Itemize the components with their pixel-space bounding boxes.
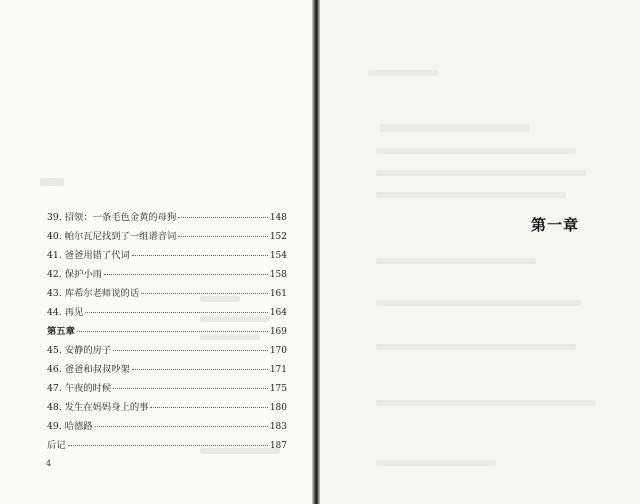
table-of-contents [47,209,287,456]
toc-entry-page: 175 [269,384,287,394]
toc-entry-page: 158 [269,270,287,280]
bleed-through-mark [368,70,438,76]
toc-leader-dots [132,255,268,256]
toc-entry-title: 40. 帕尔瓦尼找到了一组谱音词 [47,231,177,242]
toc-leader-dots [68,445,268,446]
toc-entry-title: 49. 哈德路 [47,421,93,432]
toc-entry[interactable] [47,247,287,266]
bleed-through-mark [376,300,581,306]
toc-entry-page: 180 [269,403,287,413]
bleed-through-mark [380,124,530,132]
toc-leader-dots [178,217,268,218]
bleed-through-mark [376,258,536,264]
bleed-through-mark [376,148,576,154]
toc-entry-page: 164 [269,308,287,318]
toc-entry-title: 39. 招领：一条毛色金黄的母狗 [47,212,177,223]
toc-entry[interactable] [47,304,287,323]
toc-entry-title: 42. 保护小雨 [47,269,102,280]
toc-entry-page: 169 [269,327,287,337]
toc-leader-dots [113,388,268,389]
toc-entry-page: 161 [269,289,287,299]
toc-entry-title: 后记 [47,440,66,451]
toc-entry-page: 183 [269,422,287,432]
toc-chapter-title: 第五章 [47,326,75,337]
toc-entry[interactable] [47,209,287,228]
toc-entry[interactable] [47,266,287,285]
toc-entry-page: 154 [269,251,287,261]
toc-entry[interactable] [47,380,287,399]
toc-leader-dots [113,350,268,351]
toc-leader-dots [178,236,268,237]
toc-entry-title: 44. 再见 [47,307,84,318]
chapter-title: 第一章 [531,216,580,234]
toc-entry[interactable] [47,399,287,418]
toc-entry-page: 152 [269,232,287,242]
bleed-through-mark [376,460,496,466]
toc-leader-dots [150,407,267,408]
toc-entry-title: 41. 爸爸用错了代词 [47,250,130,261]
toc-entry-page: 187 [269,441,287,451]
toc-entry-title: 48. 发生在妈妈身上的事 [47,402,149,413]
bleed-through-mark [40,178,64,186]
book-gutter [312,0,320,504]
toc-entry[interactable] [47,285,287,304]
toc-entry-page: 170 [269,346,287,356]
toc-entry[interactable] [47,418,287,437]
toc-leader-dots [85,312,267,313]
toc-entry-title: 47. 午夜的时候 [47,383,112,394]
bleed-through-mark [376,170,586,176]
toc-leader-dots [132,369,268,370]
bleed-through-mark [376,400,596,406]
toc-leader-dots [104,274,268,275]
toc-entry-page: 171 [269,365,287,375]
toc-chapter-entry[interactable] [47,323,287,342]
toc-entry-title: 46. 爸爸和叔叔吵架 [47,364,130,375]
toc-leader-dots [95,426,268,427]
toc-entry-title: 45. 安静的房子 [47,345,112,356]
left-page [0,0,312,504]
page-number: 4 [46,459,52,468]
toc-entry[interactable] [47,342,287,361]
toc-leader-dots [141,293,268,294]
toc-entry[interactable] [47,437,287,456]
toc-entry-page: 148 [269,213,287,223]
toc-leader-dots [77,331,268,332]
toc-entry[interactable] [47,228,287,247]
bleed-through-mark [376,192,566,198]
toc-entry[interactable] [47,361,287,380]
toc-entry-title: 43. 库希尔老师说的话 [47,288,140,299]
bleed-through-mark [376,344,576,350]
right-page [320,0,640,504]
